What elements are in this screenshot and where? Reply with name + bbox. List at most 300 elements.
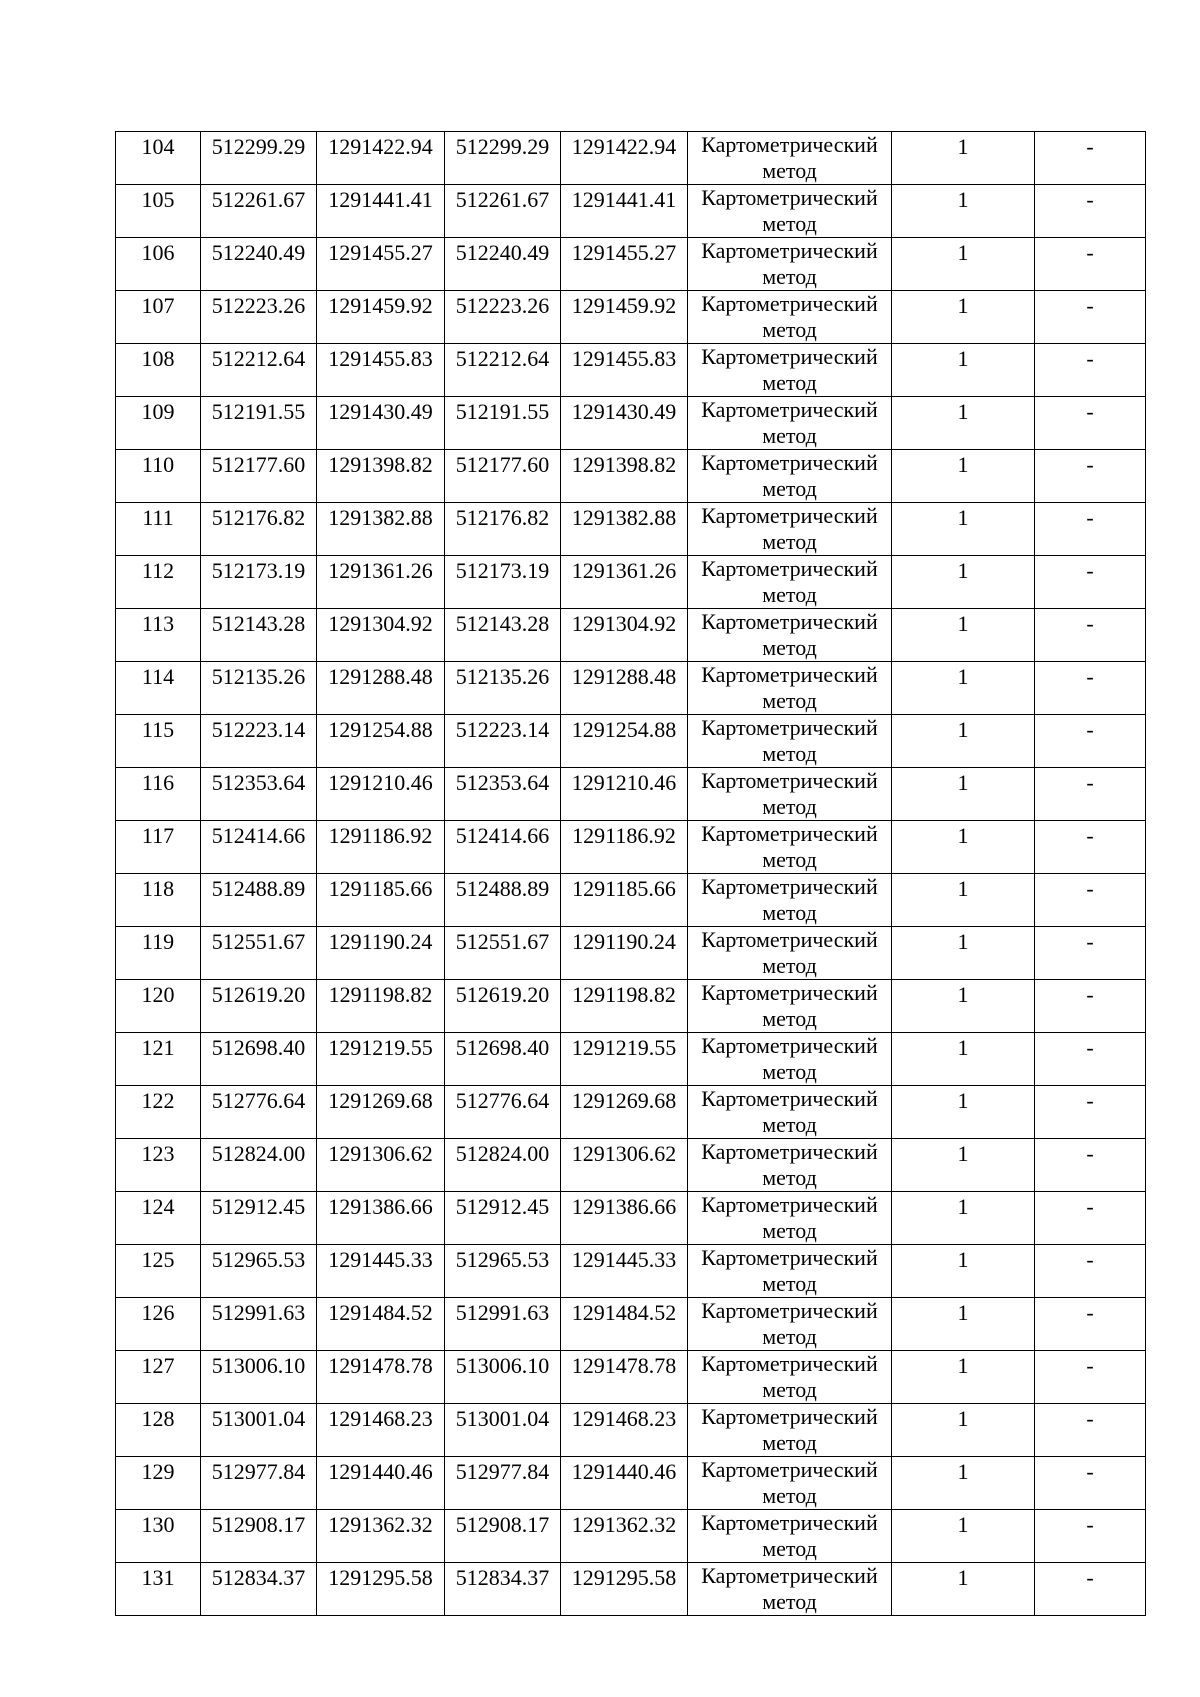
table-row <box>116 874 1146 927</box>
accuracy-cell: 1 <box>892 238 1035 291</box>
description-cell: - <box>1035 291 1146 344</box>
x-coordinate-new-cell: 512824.00 <box>445 1139 561 1192</box>
description-cell: - <box>1035 1192 1146 1245</box>
description-cell: - <box>1035 1563 1146 1616</box>
method-line-1: Картометрический <box>701 1404 878 1429</box>
table-row <box>116 1192 1146 1245</box>
description-cell: - <box>1035 980 1146 1033</box>
method-line-2: метод <box>762 582 817 607</box>
x-coordinate-cell: 512551.67 <box>201 927 317 980</box>
point-number-cell: 109 <box>116 397 201 450</box>
method-line-2: метод <box>762 1377 817 1402</box>
y-coordinate-new-cell: 1291422.94 <box>561 132 688 185</box>
x-coordinate-new-cell: 512299.29 <box>445 132 561 185</box>
accuracy-cell: 1 <box>892 503 1035 556</box>
point-number-cell: 114 <box>116 662 201 715</box>
method-line-2: метод <box>762 1271 817 1296</box>
y-coordinate-cell: 1291382.88 <box>317 503 445 556</box>
y-coordinate-cell: 1291445.33 <box>317 1245 445 1298</box>
x-coordinate-new-cell: 512240.49 <box>445 238 561 291</box>
description-cell: - <box>1035 556 1146 609</box>
description-cell: - <box>1035 1245 1146 1298</box>
x-coordinate-new-cell: 512551.67 <box>445 927 561 980</box>
table-row <box>116 556 1146 609</box>
x-coordinate-new-cell: 513001.04 <box>445 1404 561 1457</box>
method-line-2: метод <box>762 1324 817 1349</box>
x-coordinate-cell: 512176.82 <box>201 503 317 556</box>
table-row <box>116 1139 1146 1192</box>
y-coordinate-new-cell: 1291219.55 <box>561 1033 688 1086</box>
method-line-1: Картометрический <box>701 768 878 793</box>
method-cell <box>688 1139 892 1192</box>
method-cell <box>688 450 892 503</box>
x-coordinate-new-cell: 512977.84 <box>445 1457 561 1510</box>
description-cell: - <box>1035 132 1146 185</box>
y-coordinate-new-cell: 1291362.32 <box>561 1510 688 1563</box>
method-line-2: метод <box>762 847 817 872</box>
description-cell: - <box>1035 238 1146 291</box>
x-coordinate-cell: 512908.17 <box>201 1510 317 1563</box>
method-line-1: Картометрический <box>701 344 878 369</box>
y-coordinate-new-cell: 1291288.48 <box>561 662 688 715</box>
description-cell: - <box>1035 503 1146 556</box>
point-number-cell: 104 <box>116 132 201 185</box>
method-line-2: метод <box>762 370 817 395</box>
y-coordinate-new-cell: 1291430.49 <box>561 397 688 450</box>
method-line-1: Картометрический <box>701 1245 878 1270</box>
accuracy-cell: 1 <box>892 874 1035 927</box>
y-coordinate-new-cell: 1291478.78 <box>561 1351 688 1404</box>
description-cell: - <box>1035 821 1146 874</box>
accuracy-cell: 1 <box>892 556 1035 609</box>
accuracy-cell: 1 <box>892 450 1035 503</box>
method-cell <box>688 1086 892 1139</box>
table-row <box>116 609 1146 662</box>
method-cell <box>688 980 892 1033</box>
y-coordinate-cell: 1291422.94 <box>317 132 445 185</box>
y-coordinate-cell: 1291185.66 <box>317 874 445 927</box>
method-cell <box>688 927 892 980</box>
y-coordinate-new-cell: 1291295.58 <box>561 1563 688 1616</box>
method-line-1: Картометрический <box>701 556 878 581</box>
x-coordinate-cell: 512177.60 <box>201 450 317 503</box>
method-cell <box>688 132 892 185</box>
table-row <box>116 1563 1146 1616</box>
method-line-2: метод <box>762 264 817 289</box>
method-cell <box>688 874 892 927</box>
table-row <box>116 715 1146 768</box>
accuracy-cell: 1 <box>892 132 1035 185</box>
method-cell <box>688 291 892 344</box>
table-row <box>116 821 1146 874</box>
point-number-cell: 123 <box>116 1139 201 1192</box>
method-line-2: метод <box>762 529 817 554</box>
point-number-cell: 108 <box>116 344 201 397</box>
description-cell: - <box>1035 927 1146 980</box>
x-coordinate-cell: 513006.10 <box>201 1351 317 1404</box>
method-line-2: метод <box>762 1589 817 1614</box>
accuracy-cell: 1 <box>892 1139 1035 1192</box>
y-coordinate-cell: 1291362.32 <box>317 1510 445 1563</box>
point-number-cell: 122 <box>116 1086 201 1139</box>
method-line-2: метод <box>762 317 817 342</box>
point-number-cell: 126 <box>116 1298 201 1351</box>
y-coordinate-cell: 1291440.46 <box>317 1457 445 1510</box>
y-coordinate-new-cell: 1291455.83 <box>561 344 688 397</box>
y-coordinate-new-cell: 1291304.92 <box>561 609 688 662</box>
accuracy-cell: 1 <box>892 980 1035 1033</box>
y-coordinate-new-cell: 1291269.68 <box>561 1086 688 1139</box>
y-coordinate-cell: 1291455.27 <box>317 238 445 291</box>
x-coordinate-cell: 512776.64 <box>201 1086 317 1139</box>
y-coordinate-new-cell: 1291484.52 <box>561 1298 688 1351</box>
point-number-cell: 117 <box>116 821 201 874</box>
x-coordinate-new-cell: 512176.82 <box>445 503 561 556</box>
method-cell <box>688 1245 892 1298</box>
description-cell: - <box>1035 344 1146 397</box>
table-row <box>116 1245 1146 1298</box>
y-coordinate-cell: 1291198.82 <box>317 980 445 1033</box>
y-coordinate-new-cell: 1291185.66 <box>561 874 688 927</box>
description-cell: - <box>1035 1086 1146 1139</box>
method-line-1: Картометрический <box>701 132 878 157</box>
point-number-cell: 118 <box>116 874 201 927</box>
x-coordinate-new-cell: 512353.64 <box>445 768 561 821</box>
y-coordinate-new-cell: 1291459.92 <box>561 291 688 344</box>
y-coordinate-cell: 1291304.92 <box>317 609 445 662</box>
accuracy-cell: 1 <box>892 397 1035 450</box>
method-cell <box>688 768 892 821</box>
method-cell <box>688 1351 892 1404</box>
point-number-cell: 124 <box>116 1192 201 1245</box>
method-line-2: метод <box>762 794 817 819</box>
y-coordinate-new-cell: 1291186.92 <box>561 821 688 874</box>
method-line-2: метод <box>762 953 817 978</box>
y-coordinate-new-cell: 1291254.88 <box>561 715 688 768</box>
method-line-2: метод <box>762 158 817 183</box>
method-line-1: Картометрический <box>701 1033 878 1058</box>
method-cell <box>688 1457 892 1510</box>
y-coordinate-new-cell: 1291398.82 <box>561 450 688 503</box>
y-coordinate-new-cell: 1291386.66 <box>561 1192 688 1245</box>
accuracy-cell: 1 <box>892 1298 1035 1351</box>
method-line-2: метод <box>762 900 817 925</box>
method-cell <box>688 1510 892 1563</box>
y-coordinate-new-cell: 1291198.82 <box>561 980 688 1033</box>
point-number-cell: 130 <box>116 1510 201 1563</box>
method-line-2: метод <box>762 1006 817 1031</box>
description-cell: - <box>1035 1298 1146 1351</box>
y-coordinate-cell: 1291254.88 <box>317 715 445 768</box>
description-cell: - <box>1035 1510 1146 1563</box>
x-coordinate-new-cell: 512191.55 <box>445 397 561 450</box>
description-cell: - <box>1035 874 1146 927</box>
description-cell: - <box>1035 768 1146 821</box>
point-number-cell: 115 <box>116 715 201 768</box>
method-line-2: метод <box>762 1483 817 1508</box>
method-line-2: метод <box>762 1165 817 1190</box>
description-cell: - <box>1035 1351 1146 1404</box>
method-line-1: Картометрический <box>701 1086 878 1111</box>
x-coordinate-cell: 512488.89 <box>201 874 317 927</box>
x-coordinate-new-cell: 512143.28 <box>445 609 561 662</box>
x-coordinate-new-cell: 512223.26 <box>445 291 561 344</box>
y-coordinate-cell: 1291186.92 <box>317 821 445 874</box>
accuracy-cell: 1 <box>892 1510 1035 1563</box>
table-row <box>116 397 1146 450</box>
accuracy-cell: 1 <box>892 768 1035 821</box>
y-coordinate-cell: 1291210.46 <box>317 768 445 821</box>
x-coordinate-new-cell: 512908.17 <box>445 1510 561 1563</box>
point-number-cell: 125 <box>116 1245 201 1298</box>
method-line-2: метод <box>762 1218 817 1243</box>
method-cell <box>688 185 892 238</box>
accuracy-cell: 1 <box>892 662 1035 715</box>
method-line-1: Картометрический <box>701 185 878 210</box>
point-number-cell: 107 <box>116 291 201 344</box>
table-row <box>116 1298 1146 1351</box>
description-cell: - <box>1035 450 1146 503</box>
method-line-1: Картометрический <box>701 1510 878 1535</box>
x-coordinate-new-cell: 512619.20 <box>445 980 561 1033</box>
method-cell <box>688 344 892 397</box>
method-cell <box>688 662 892 715</box>
x-coordinate-cell: 512223.26 <box>201 291 317 344</box>
point-number-cell: 110 <box>116 450 201 503</box>
method-line-1: Картометрический <box>701 609 878 634</box>
y-coordinate-new-cell: 1291440.46 <box>561 1457 688 1510</box>
accuracy-cell: 1 <box>892 1404 1035 1457</box>
x-coordinate-cell: 512240.49 <box>201 238 317 291</box>
accuracy-cell: 1 <box>892 609 1035 662</box>
x-coordinate-cell: 512212.64 <box>201 344 317 397</box>
x-coordinate-cell: 512834.37 <box>201 1563 317 1616</box>
y-coordinate-cell: 1291361.26 <box>317 556 445 609</box>
description-cell: - <box>1035 715 1146 768</box>
x-coordinate-new-cell: 512834.37 <box>445 1563 561 1616</box>
table-row <box>116 344 1146 397</box>
method-line-1: Картометрический <box>701 821 878 846</box>
accuracy-cell: 1 <box>892 1245 1035 1298</box>
table-row <box>116 1457 1146 1510</box>
point-number-cell: 128 <box>116 1404 201 1457</box>
table-row <box>116 1404 1146 1457</box>
y-coordinate-cell: 1291459.92 <box>317 291 445 344</box>
point-number-cell: 112 <box>116 556 201 609</box>
method-cell <box>688 821 892 874</box>
x-coordinate-new-cell: 512912.45 <box>445 1192 561 1245</box>
y-coordinate-new-cell: 1291441.41 <box>561 185 688 238</box>
method-line-1: Картометрический <box>701 291 878 316</box>
x-coordinate-new-cell: 512414.66 <box>445 821 561 874</box>
description-cell: - <box>1035 609 1146 662</box>
method-line-1: Картометрический <box>701 238 878 263</box>
method-line-2: метод <box>762 211 817 236</box>
table-row <box>116 927 1146 980</box>
y-coordinate-cell: 1291219.55 <box>317 1033 445 1086</box>
x-coordinate-cell: 512824.00 <box>201 1139 317 1192</box>
method-line-2: метод <box>762 741 817 766</box>
method-line-1: Картометрический <box>701 874 878 899</box>
accuracy-cell: 1 <box>892 821 1035 874</box>
method-line-1: Картометрический <box>701 980 878 1005</box>
method-cell <box>688 715 892 768</box>
coordinates-table <box>115 131 1146 1616</box>
method-line-2: метод <box>762 1112 817 1137</box>
method-line-1: Картометрический <box>701 1139 878 1164</box>
point-number-cell: 120 <box>116 980 201 1033</box>
method-cell <box>688 1404 892 1457</box>
accuracy-cell: 1 <box>892 185 1035 238</box>
method-line-1: Картометрический <box>701 397 878 422</box>
x-coordinate-new-cell: 512965.53 <box>445 1245 561 1298</box>
x-coordinate-new-cell: 512261.67 <box>445 185 561 238</box>
x-coordinate-cell: 512619.20 <box>201 980 317 1033</box>
x-coordinate-cell: 512261.67 <box>201 185 317 238</box>
method-cell <box>688 1033 892 1086</box>
method-line-1: Картометрический <box>701 715 878 740</box>
method-line-1: Картометрический <box>701 1298 878 1323</box>
accuracy-cell: 1 <box>892 1457 1035 1510</box>
table-body <box>116 132 1146 1616</box>
description-cell: - <box>1035 1404 1146 1457</box>
x-coordinate-cell: 512965.53 <box>201 1245 317 1298</box>
x-coordinate-cell: 512698.40 <box>201 1033 317 1086</box>
description-cell: - <box>1035 397 1146 450</box>
method-cell <box>688 609 892 662</box>
point-number-cell: 105 <box>116 185 201 238</box>
table-row <box>116 768 1146 821</box>
table-row <box>116 185 1146 238</box>
x-coordinate-cell: 512977.84 <box>201 1457 317 1510</box>
method-cell <box>688 556 892 609</box>
y-coordinate-cell: 1291190.24 <box>317 927 445 980</box>
y-coordinate-cell: 1291386.66 <box>317 1192 445 1245</box>
y-coordinate-cell: 1291295.58 <box>317 1563 445 1616</box>
x-coordinate-new-cell: 512135.26 <box>445 662 561 715</box>
x-coordinate-cell: 513001.04 <box>201 1404 317 1457</box>
method-line-2: метод <box>762 1430 817 1455</box>
method-line-2: метод <box>762 688 817 713</box>
y-coordinate-cell: 1291484.52 <box>317 1298 445 1351</box>
x-coordinate-cell: 512414.66 <box>201 821 317 874</box>
x-coordinate-new-cell: 512177.60 <box>445 450 561 503</box>
method-line-1: Картометрический <box>701 662 878 687</box>
point-number-cell: 121 <box>116 1033 201 1086</box>
y-coordinate-new-cell: 1291361.26 <box>561 556 688 609</box>
x-coordinate-cell: 512912.45 <box>201 1192 317 1245</box>
x-coordinate-cell: 512223.14 <box>201 715 317 768</box>
x-coordinate-cell: 512143.28 <box>201 609 317 662</box>
x-coordinate-cell: 512299.29 <box>201 132 317 185</box>
table-row <box>116 132 1146 185</box>
method-line-1: Картометрический <box>701 927 878 952</box>
table-row <box>116 1033 1146 1086</box>
x-coordinate-cell: 512353.64 <box>201 768 317 821</box>
x-coordinate-new-cell: 512698.40 <box>445 1033 561 1086</box>
y-coordinate-cell: 1291455.83 <box>317 344 445 397</box>
method-line-2: метод <box>762 635 817 660</box>
y-coordinate-new-cell: 1291210.46 <box>561 768 688 821</box>
y-coordinate-new-cell: 1291468.23 <box>561 1404 688 1457</box>
method-line-1: Картометрический <box>701 450 878 475</box>
table-row <box>116 1351 1146 1404</box>
table-row <box>116 503 1146 556</box>
y-coordinate-cell: 1291441.41 <box>317 185 445 238</box>
y-coordinate-cell: 1291430.49 <box>317 397 445 450</box>
x-coordinate-new-cell: 513006.10 <box>445 1351 561 1404</box>
x-coordinate-new-cell: 512223.14 <box>445 715 561 768</box>
x-coordinate-cell: 512135.26 <box>201 662 317 715</box>
description-cell: - <box>1035 1139 1146 1192</box>
y-coordinate-new-cell: 1291190.24 <box>561 927 688 980</box>
y-coordinate-new-cell: 1291306.62 <box>561 1139 688 1192</box>
accuracy-cell: 1 <box>892 1033 1035 1086</box>
y-coordinate-cell: 1291269.68 <box>317 1086 445 1139</box>
table-row <box>116 1086 1146 1139</box>
table-row <box>116 238 1146 291</box>
method-cell <box>688 1192 892 1245</box>
x-coordinate-new-cell: 512173.19 <box>445 556 561 609</box>
accuracy-cell: 1 <box>892 291 1035 344</box>
x-coordinate-cell: 512173.19 <box>201 556 317 609</box>
point-number-cell: 119 <box>116 927 201 980</box>
method-line-1: Картометрический <box>701 1351 878 1376</box>
y-coordinate-new-cell: 1291445.33 <box>561 1245 688 1298</box>
point-number-cell: 127 <box>116 1351 201 1404</box>
description-cell: - <box>1035 1033 1146 1086</box>
y-coordinate-cell: 1291468.23 <box>317 1404 445 1457</box>
accuracy-cell: 1 <box>892 1563 1035 1616</box>
method-cell <box>688 397 892 450</box>
y-coordinate-new-cell: 1291455.27 <box>561 238 688 291</box>
y-coordinate-cell: 1291288.48 <box>317 662 445 715</box>
y-coordinate-cell: 1291306.62 <box>317 1139 445 1192</box>
method-line-2: метод <box>762 1059 817 1084</box>
method-cell <box>688 1298 892 1351</box>
x-coordinate-new-cell: 512488.89 <box>445 874 561 927</box>
table-row <box>116 662 1146 715</box>
accuracy-cell: 1 <box>892 344 1035 397</box>
accuracy-cell: 1 <box>892 927 1035 980</box>
table-row <box>116 291 1146 344</box>
method-line-1: Картометрический <box>701 1457 878 1482</box>
point-number-cell: 129 <box>116 1457 201 1510</box>
table-row <box>116 980 1146 1033</box>
point-number-cell: 113 <box>116 609 201 662</box>
method-cell <box>688 503 892 556</box>
x-coordinate-new-cell: 512776.64 <box>445 1086 561 1139</box>
x-coordinate-new-cell: 512991.63 <box>445 1298 561 1351</box>
table-row <box>116 1510 1146 1563</box>
point-number-cell: 106 <box>116 238 201 291</box>
accuracy-cell: 1 <box>892 715 1035 768</box>
y-coordinate-cell: 1291478.78 <box>317 1351 445 1404</box>
table-row <box>116 450 1146 503</box>
accuracy-cell: 1 <box>892 1351 1035 1404</box>
y-coordinate-new-cell: 1291382.88 <box>561 503 688 556</box>
point-number-cell: 116 <box>116 768 201 821</box>
description-cell: - <box>1035 1457 1146 1510</box>
method-line-1: Картометрический <box>701 1192 878 1217</box>
accuracy-cell: 1 <box>892 1192 1035 1245</box>
x-coordinate-cell: 512991.63 <box>201 1298 317 1351</box>
y-coordinate-cell: 1291398.82 <box>317 450 445 503</box>
x-coordinate-cell: 512191.55 <box>201 397 317 450</box>
method-line-2: метод <box>762 423 817 448</box>
method-line-1: Картометрический <box>701 1563 878 1588</box>
point-number-cell: 111 <box>116 503 201 556</box>
